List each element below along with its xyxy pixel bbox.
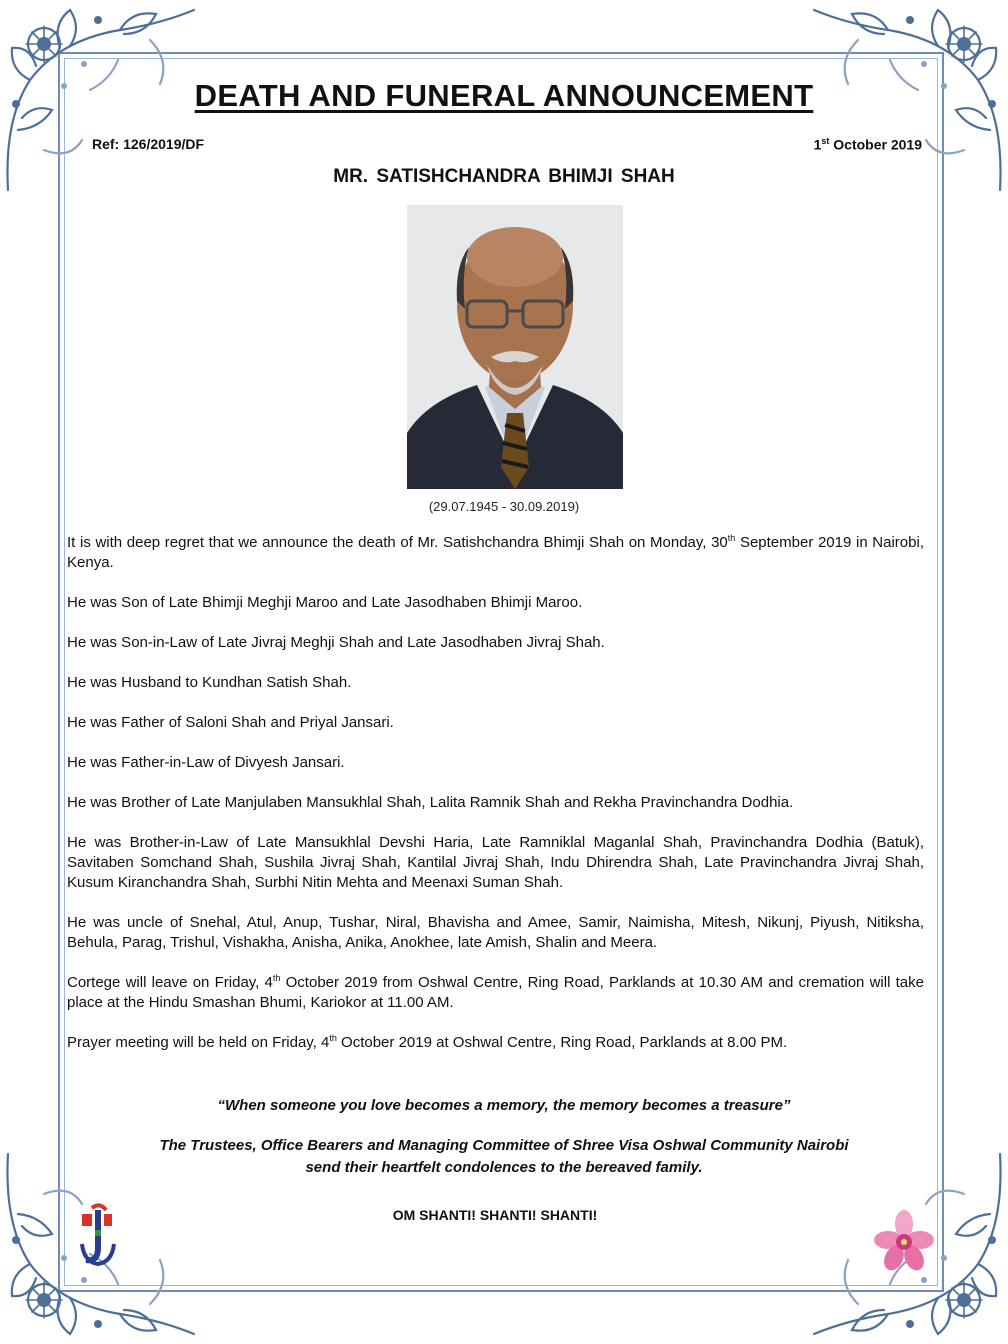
paragraph-spouse: He was Husband to Kundhan Satish Shah. bbox=[67, 674, 352, 691]
reference-number: Ref: 126/2019/DF bbox=[92, 136, 205, 152]
paragraph-cortege: Cortege will leave on Friday, 4th October 2019 from Oshwal Centre, Ring Road, Parklands at 10.30 AM and cremation will take place at the Hindu Smashan Bhumi, Kariokor at 11.00 AM. bbox=[67, 973, 924, 1011]
paragraph-death-notice: It is with deep regret that we announce the death of Mr. Satishchandra Bhimji Shah on Monday, 30th September 2019 in Nairobi, Kenya. bbox=[67, 533, 924, 571]
portrait-photo bbox=[407, 205, 623, 489]
condolence-message bbox=[0, 1135, 1008, 1179]
paragraph-prayer-meeting: Prayer meeting will be held on Friday, 4th October 2019 at Oshwal Centre, Ring Road, Parklands at 8.00 PM. bbox=[67, 1033, 788, 1051]
paragraph-nieces-nephews: He was uncle of Snehal, Atul, Anup, Tushar, Niral, Bhavisha and Amee, Samir, Naimisha, Mitesh, Nikunj, Piyush, Nitiksha, Behula, Parag, Trishul, Vishakha, Anisha, Anika, Anokhee, late Amish, Shalin and Meera. bbox=[67, 914, 924, 951]
paragraph-children: He was Father of Saloni Shah and Priyal Jansari. bbox=[67, 714, 394, 731]
paragraph-parents: He was Son of Late Bhimji Meghji Maroo and Late Jasodhaben Bhimji Maroo. bbox=[67, 594, 583, 611]
orchid-flower-icon bbox=[874, 1210, 934, 1279]
paragraph-son-in-law: He was Father-in-Law of Divyesh Jansari. bbox=[67, 754, 345, 771]
lifespan-dates: (29.07.1945 - 30.09.2019) bbox=[428, 499, 580, 514]
page-title: DEATH AND FUNERAL ANNOUNCEMENT bbox=[194, 78, 814, 113]
paragraph-parents-in-law: He was Son-in-Law of Late Jivraj Meghji Shah and Late Jasodhaben Jivraj Shah. bbox=[67, 634, 605, 651]
portrait-icon bbox=[407, 205, 623, 489]
community-logo-icon bbox=[78, 1200, 118, 1275]
announcement-date: 1st October 2019 bbox=[813, 136, 922, 153]
condolence-line-2: send their heartfelt condolences to the bereaved family. bbox=[305, 1159, 703, 1176]
condolence-line-1: The Trustees, Office Bearers and Managing Committee of Shree Visa Oshwal Community Nairobi bbox=[159, 1137, 849, 1154]
memorial-quote: “When someone you love becomes a memory, the memory becomes a treasure” bbox=[217, 1097, 791, 1114]
paragraph-siblings: He was Brother of Late Manjulaben Mansukhlal Shah, Lalita Ramnik Shah and Rekha Pravinchandra Dodhia. bbox=[67, 794, 794, 811]
announcement-body bbox=[67, 533, 924, 1073]
deceased-name: MR. SATISHCHANDRA BHIMJI SHAH bbox=[333, 166, 675, 187]
om-shanti-text: OM SHANTI! SHANTI! SHANTI! bbox=[392, 1207, 598, 1223]
paragraph-siblings-in-law: He was Brother-in-Law of Late Mansukhlal Devshi Haria, Late Ramniklal Maganlal Shah, Pravinchandra Dodhia (Batuk), Savitaben Somchand Shah, Sushila Jivraj Shah, Kantilal Jivraj Shah, Indu Dhirendra Shah, Late Pravinchandra Jivraj Shah, Kusum Kiranchandra Shah, Surbhi Nitin Mehta and Meenaxi Suman Shah. bbox=[67, 834, 924, 891]
